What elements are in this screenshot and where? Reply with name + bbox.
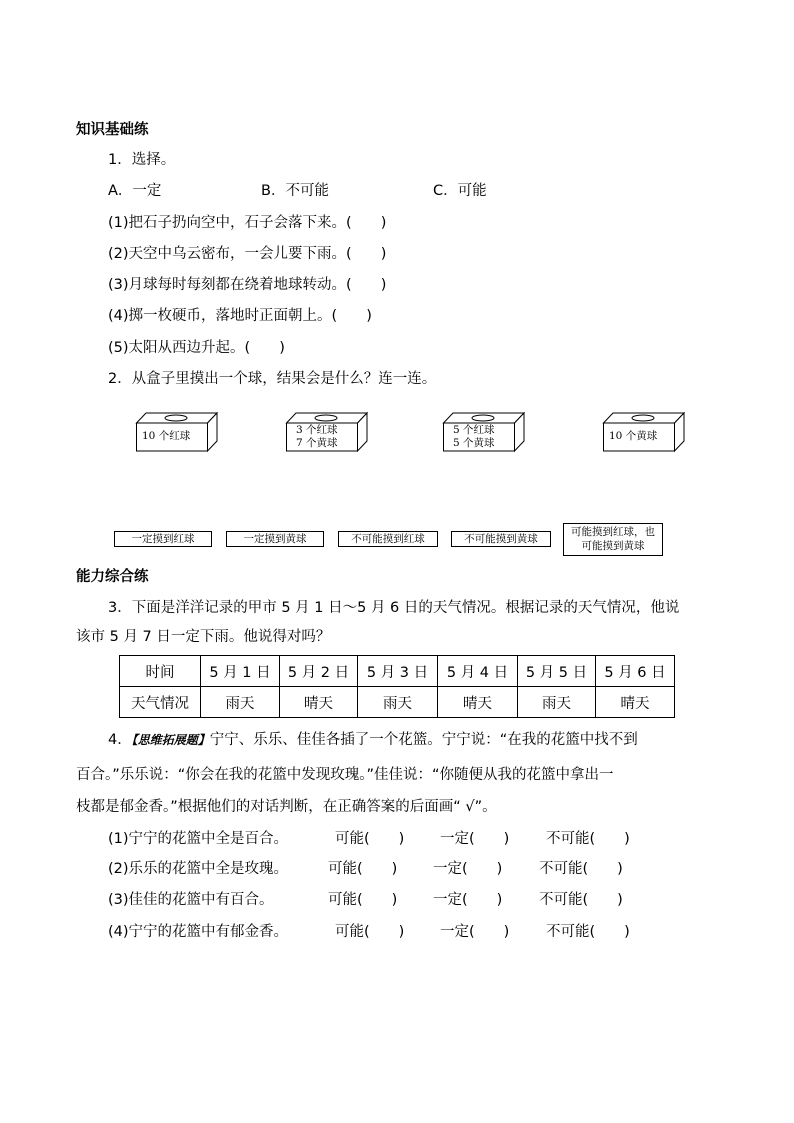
match-option-2[interactable]: 一定摸到黄球 [226, 531, 324, 547]
q1-stem: 1．选择。 [108, 152, 176, 168]
q4-item-3-impossible: 不可能( ) [539, 892, 623, 908]
ball-box-3 [443, 408, 525, 456]
q1-option-b: B．不可能 [261, 183, 329, 199]
q1-option-a: A．一定 [108, 183, 162, 199]
ball-box-1-label: 10 个红球 [142, 430, 191, 442]
table-row [120, 656, 675, 687]
q4-line-1-text: 宁宁、乐乐、佳佳各插了一个花篮。宁宁说：“在我的花篮中找不到 [209, 732, 638, 748]
q1-option-c: C．可能 [433, 183, 487, 199]
q4-item-1-certain: 一定( ) [440, 831, 510, 847]
q4-line-1 [108, 730, 638, 750]
q4-item-4-certain: 一定( ) [440, 924, 510, 940]
table-row [120, 687, 675, 718]
table-cell: 晴天 [596, 687, 675, 718]
ball-box-4-label: 10 个黄球 [609, 430, 658, 442]
ball-box-3-label-1: 5 个红球 [453, 424, 495, 436]
table-cell: 5 月 3 日 [358, 656, 438, 687]
section-title-ability: 能力综合练 [76, 569, 149, 585]
match-option-3[interactable]: 不可能摸到红球 [338, 531, 438, 547]
table-cell: 晴天 [438, 687, 518, 718]
weather-table [119, 655, 675, 718]
q4-line-2: 百合。”乐乐说：“你会在我的花篮中发现玫瑰。”佳佳说：“你随便从我的花篮中拿出一 [76, 767, 614, 783]
match-option-5-line2: 可能摸到黄球 [581, 540, 645, 552]
table-cell: 5 月 5 日 [518, 656, 596, 687]
table-cell: 5 月 6 日 [596, 656, 675, 687]
match-option-4[interactable]: 不可能摸到黄球 [451, 531, 551, 547]
q3-line-2: 该市 5 月 7 日一定下雨。他说得对吗？ [76, 629, 331, 645]
ball-box-2 [286, 408, 368, 456]
q1-item-5: (5)太阳从西边升起。( ) [108, 340, 285, 356]
q4-item-2-possible: 可能( ) [328, 861, 398, 877]
match-option-5-line1: 可能摸到红球，也 [571, 526, 655, 538]
ball-box-1 [136, 408, 218, 456]
table-cell: 雨天 [201, 687, 280, 718]
ball-box-2-label-2: 7 个黄球 [296, 437, 338, 449]
table-cell: 天气情况 [120, 687, 201, 718]
q4-item-4: (4)宁宁的花篮中有郁金香。 [108, 924, 289, 940]
table-cell: 时间 [120, 656, 201, 687]
table-cell: 5 月 4 日 [438, 656, 518, 687]
q4-item-1: (1)宁宁的花篮中全是百合。 [108, 831, 289, 847]
table-cell: 晴天 [280, 687, 358, 718]
q2-stem: 2．从盒子里摸出一个球，结果会是什么？连一连。 [108, 371, 437, 387]
q1-item-4: (4)掷一枚硬币，落地时正面朝上。( ) [108, 308, 372, 324]
ball-box-3-label-2: 5 个黄球 [453, 437, 495, 449]
table-cell: 雨天 [358, 687, 438, 718]
q4-line-3: 枝都是郁金香。”根据他们的对话判断，在正确答案的后面画“ √”。 [76, 799, 497, 815]
q3-line-1: 3．下面是洋洋记录的甲市 5 月 1 日～5 月 6 日的天气情况。根据记录的天气情况，他说 [108, 600, 680, 616]
q4-item-2-impossible: 不可能( ) [539, 861, 623, 877]
section-title-basic: 知识基础练 [76, 122, 149, 138]
q4-item-3: (3)佳佳的花篮中有百合。 [108, 892, 274, 908]
q1-item-1: (1)把石子扔向空中，石子会落下来。( ) [108, 215, 387, 231]
match-option-5[interactable] [563, 523, 663, 556]
q4-item-4-possible: 可能( ) [335, 924, 405, 940]
q4-item-1-impossible: 不可能( ) [546, 831, 630, 847]
ball-box-2-label-1: 3 个红球 [296, 424, 338, 436]
ball-box-4 [603, 408, 685, 456]
table-cell: 5 月 2 日 [280, 656, 358, 687]
q4-item-4-impossible: 不可能( ) [546, 924, 630, 940]
q4-number: 4． [108, 732, 132, 748]
q4-item-2-certain: 一定( ) [433, 861, 503, 877]
q4-item-2: (2)乐乐的花篮中全是玫瑰。 [108, 861, 289, 877]
q4-item-1-possible: 可能( ) [335, 831, 405, 847]
q4-item-3-possible: 可能( ) [328, 892, 398, 908]
q1-item-2: (2)天空中乌云密布，一会儿要下雨。( ) [108, 246, 387, 262]
table-cell: 雨天 [518, 687, 596, 718]
q4-tag: 【思维拓展题】 [131, 733, 210, 747]
match-option-1[interactable]: 一定摸到红球 [114, 531, 212, 547]
q1-item-3: (3)月球每时每刻都在绕着地球转动。( ) [108, 277, 387, 293]
q4-item-3-certain: 一定( ) [433, 892, 503, 908]
table-cell: 5 月 1 日 [201, 656, 280, 687]
